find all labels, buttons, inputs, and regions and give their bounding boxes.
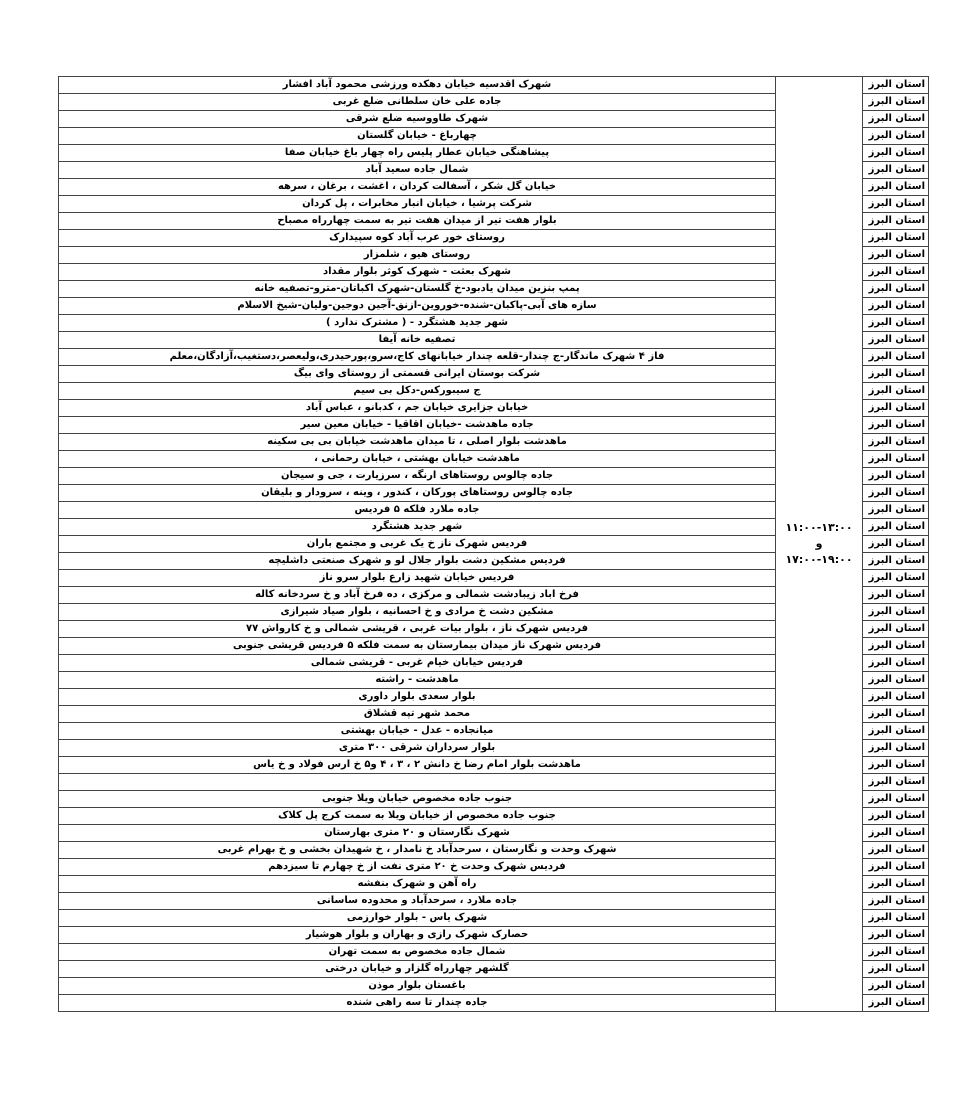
province-cell: استان البرز — [863, 77, 929, 94]
province-cell: استان البرز — [863, 468, 929, 485]
area-cell: فردیس شهرک وحدت خ ۲۰ متری نفت از خ چهارم تا سیزدهم — [59, 859, 776, 876]
province-cell: استان البرز — [863, 842, 929, 859]
province-cell: استان البرز — [863, 689, 929, 706]
province-cell: استان البرز — [863, 196, 929, 213]
area-cell: شهرک بعثت - شهرک کوثر بلوار مقداد — [59, 264, 776, 281]
area-cell: مشکین دشت خ مرادی و خ احسانیه ، بلوار صیاد شیرازی — [59, 604, 776, 621]
area-cell: چهارباغ - خیابان گلستان — [59, 128, 776, 145]
province-cell: استان البرز — [863, 893, 929, 910]
time-joiner: و — [815, 537, 823, 550]
province-cell: استان البرز — [863, 349, 929, 366]
area-cell: شهرک وحدت و نگارستان ، سرحدآباد خ نامدار ، خ شهیدان بخشی و خ بهرام غربی — [59, 842, 776, 859]
province-cell: استان البرز — [863, 213, 929, 230]
area-cell: بلوار سرداران شرقی ۳۰۰ متری — [59, 740, 776, 757]
area-cell: شهر جدید هشتگرد - ( مشترک ندارد ) — [59, 315, 776, 332]
time-slot1: ۱۱:۰۰-۱۳:۰۰ — [785, 521, 853, 534]
area-cell: شهرک طاووسیه ضلع شرقی — [59, 111, 776, 128]
province-cell: استان البرز — [863, 825, 929, 842]
province-cell: استان البرز — [863, 230, 929, 247]
province-cell: استان البرز — [863, 485, 929, 502]
area-cell: شهر جدید هشتگرد — [59, 519, 776, 536]
province-cell: استان البرز — [863, 604, 929, 621]
area-cell: فردیس شهرک ناز خ یک غربی و مجتمع باران — [59, 536, 776, 553]
province-cell: استان البرز — [863, 859, 929, 876]
province-cell: استان البرز — [863, 621, 929, 638]
area-cell: پمپ بنزین میدان یادبود-خ گلستان-شهرک اکباتان-مترو-تصفیه خانه — [59, 281, 776, 298]
province-cell: استان البرز — [863, 757, 929, 774]
area-cell: شمال جاده مخصوص به سمت تهران — [59, 944, 776, 961]
area-cell: فردیس خیابان خیام غربی - قریشی شمالی — [59, 655, 776, 672]
area-cell — [59, 774, 776, 791]
area-cell: شهرک اقدسیه خیابان دهکده ورزشی محمود آباد افشار — [59, 77, 776, 94]
province-cell: استان البرز — [863, 179, 929, 196]
time-cell — [776, 77, 863, 1012]
province-cell: استان البرز — [863, 502, 929, 519]
province-cell: استان البرز — [863, 740, 929, 757]
province-cell: استان البرز — [863, 536, 929, 553]
province-cell: استان البرز — [863, 281, 929, 298]
area-cell: فردیس مشکین دشت بلوار جلال لو و شهرک صنعتی داشلیچه — [59, 553, 776, 570]
province-cell: استان البرز — [863, 876, 929, 893]
area-cell: جنوب جاده مخصوص از خیابان ویلا به سمت کرج پل کلاک — [59, 808, 776, 825]
province-cell: استان البرز — [863, 791, 929, 808]
province-cell: استان البرز — [863, 417, 929, 434]
area-cell: خیابان جزایری خیابان جم ، کدبانو ، عباس آباد — [59, 400, 776, 417]
area-cell: فردیس شهرک ناز میدان بیمارستان به سمت فلکه ۵ فردیس قریشی جنوبی — [59, 638, 776, 655]
province-cell: استان البرز — [863, 366, 929, 383]
province-cell: استان البرز — [863, 298, 929, 315]
province-cell: استان البرز — [863, 111, 929, 128]
province-cell: استان البرز — [863, 587, 929, 604]
area-cell: جاده ملارد فلکه ۵ فردیس — [59, 502, 776, 519]
time-slot2: ۱۷:۰۰-۱۹:۰۰ — [785, 553, 853, 566]
area-cell: جاده چالوس روستاهای ارنگه ، سرزیارت ، جی و سیجان — [59, 468, 776, 485]
area-cell: روستای خور عرب آباد کوه سپیدارک — [59, 230, 776, 247]
area-cell: شرکت بوستان ایرانی قسمتی از روستای وای بیگ — [59, 366, 776, 383]
province-cell: استان البرز — [863, 723, 929, 740]
area-cell: باغستان بلوار موذن — [59, 978, 776, 995]
area-cell: تصفیه خانه آیفا — [59, 332, 776, 349]
area-cell: ماهدشت بلوار امام رضا خ دانش ۲ ، ۳ ، ۴ و۵ خ ارس فولاد و خ یاس — [59, 757, 776, 774]
province-cell: استان البرز — [863, 995, 929, 1012]
area-cell: خیابان گل شکر ، آسفالت کردان ، اغشت ، برغان ، سرهه — [59, 179, 776, 196]
area-cell: راه آهن و شهرک بنفشه — [59, 876, 776, 893]
province-cell: استان البرز — [863, 944, 929, 961]
area-cell: جاده علی خان سلطانی ضلع غربی — [59, 94, 776, 111]
area-cell: جاده چالوس روستاهای پورکان ، کندور ، وینه ، سرودار و بلیقان — [59, 485, 776, 502]
province-cell: استان البرز — [863, 434, 929, 451]
schedule-rows — [59, 77, 929, 1012]
area-cell: روستای هیو ، شلمزار — [59, 247, 776, 264]
province-cell: استان البرز — [863, 128, 929, 145]
area-cell: ماهدشت خیابان بهشتی ، خیابان رحمانی ، — [59, 451, 776, 468]
area-cell: شرکت پرشیا ، خیابان انبار مخابرات ، پل کردان — [59, 196, 776, 213]
area-cell: فردیس خیابان شهید زارع بلوار سرو ناز — [59, 570, 776, 587]
area-cell: بلوار سعدی بلوار داوری — [59, 689, 776, 706]
area-cell: شمال جاده سعید آباد — [59, 162, 776, 179]
province-cell: استان البرز — [863, 332, 929, 349]
area-cell: میانجاده - عدل - خیابان بهشتی — [59, 723, 776, 740]
province-cell: استان البرز — [863, 672, 929, 689]
province-cell: استان البرز — [863, 94, 929, 111]
province-cell: استان البرز — [863, 315, 929, 332]
province-cell: استان البرز — [863, 978, 929, 995]
area-cell: فرخ اباد زیبادشت شمالی و مرکزی ، ده فرخ آباد و خ سردخانه کاله — [59, 587, 776, 604]
province-cell: استان البرز — [863, 570, 929, 587]
area-cell: ج سیبورکس-دکل بی سیم — [59, 383, 776, 400]
area-cell: فاز ۴ شهرک ماندگار-ج چندار-قلعه چندار خیابانهای کاج،سرو،پورحیدری،ولیعصر،دستغیب،آزادگان،معلم — [59, 349, 776, 366]
area-cell: ماهدشت بلوار اصلی ، تا میدان ماهدشت خیابان بی بی سکینه — [59, 434, 776, 451]
area-cell: حصارک شهرک رازی و بهاران و بلوار هوشیار — [59, 927, 776, 944]
province-cell: استان البرز — [863, 400, 929, 417]
province-cell: استان البرز — [863, 808, 929, 825]
area-cell: فردیس شهرک ناز ، بلوار بیات غربی ، قریشی شمالی و خ کارواش ۷۷ — [59, 621, 776, 638]
area-cell: سازه های آبی-پاکبان-شنده-خوروین-ازنق-آجین دوجین-ولیان-شیخ الاسلام — [59, 298, 776, 315]
area-cell: جاده ملارد ، سرحدآباد و محدوده ساسانی — [59, 893, 776, 910]
area-cell: گلشهر چهارراه گلزار و خیابان درختی — [59, 961, 776, 978]
province-cell: استان البرز — [863, 774, 929, 791]
province-cell: استان البرز — [863, 706, 929, 723]
area-cell: شهرک نگارستان و ۲۰ متری بهارستان — [59, 825, 776, 842]
area-cell: ماهدشت - راشته — [59, 672, 776, 689]
province-cell: استان البرز — [863, 638, 929, 655]
province-cell: استان البرز — [863, 247, 929, 264]
area-cell: شهرک یاس - بلوار خوارزمی — [59, 910, 776, 927]
area-cell: جاده چندار تا سه راهی شنده — [59, 995, 776, 1012]
province-cell: استان البرز — [863, 961, 929, 978]
area-cell: جنوب جاده مخصوص خیابان ویلا جنوبی — [59, 791, 776, 808]
table-row — [59, 77, 929, 94]
area-cell: جاده ماهدشت -خیابان اقاقیا - خیابان معین سیر — [59, 417, 776, 434]
province-cell: استان البرز — [863, 264, 929, 281]
province-cell: استان البرز — [863, 553, 929, 570]
province-cell: استان البرز — [863, 145, 929, 162]
province-cell: استان البرز — [863, 927, 929, 944]
area-cell: محمد شهر تپه قشلاق — [59, 706, 776, 723]
area-cell: پیشاهنگی خیابان عطار پلیس راه چهار باغ خیابان صفا — [59, 145, 776, 162]
province-cell: استان البرز — [863, 451, 929, 468]
outage-schedule-table — [58, 76, 929, 1012]
province-cell: استان البرز — [863, 162, 929, 179]
province-cell: استان البرز — [863, 910, 929, 927]
province-cell: استان البرز — [863, 655, 929, 672]
province-cell: استان البرز — [863, 383, 929, 400]
area-cell: بلوار هفت تیر از میدان هفت تیر به سمت چهارراه مصباح — [59, 213, 776, 230]
province-cell: استان البرز — [863, 519, 929, 536]
